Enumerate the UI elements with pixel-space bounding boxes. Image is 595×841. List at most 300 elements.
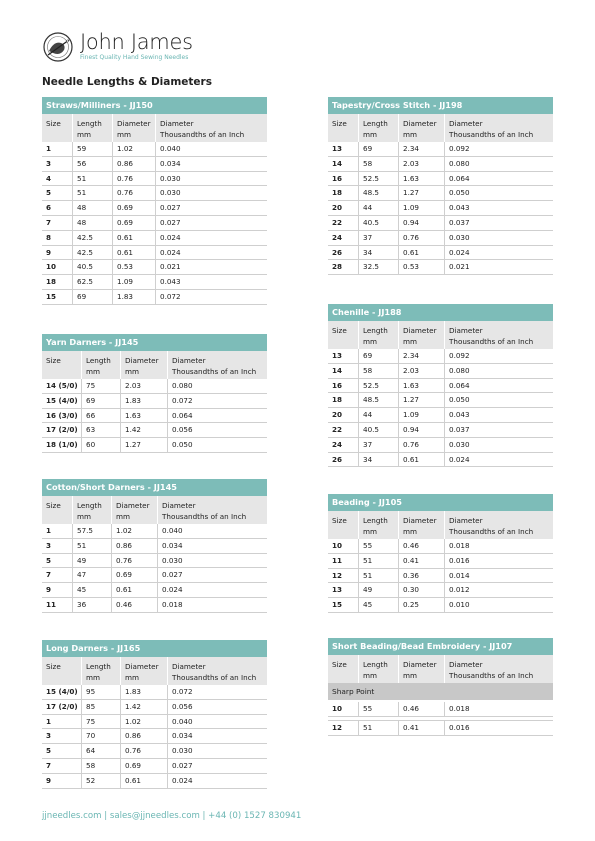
diameter-cell: 2.03 xyxy=(121,379,168,393)
table-row xyxy=(42,524,267,539)
table-row xyxy=(42,379,267,394)
thousandths-cell: 0.030 xyxy=(162,555,183,565)
length-cell: 42.5 xyxy=(73,231,113,245)
length-cell: 48.5 xyxy=(359,186,399,200)
thousandths-cell: 0.092 xyxy=(449,351,470,360)
length-header-line: Length xyxy=(77,501,102,510)
thousandths-header xyxy=(168,351,267,379)
size-cell: 16 xyxy=(328,172,359,186)
thousandths-header-line: Thousandths of an Inch xyxy=(172,673,257,682)
length-cell: 51 xyxy=(73,186,113,200)
diameter-cell: 0.53 xyxy=(113,260,156,274)
length-header-line: Length xyxy=(363,326,388,335)
size-cell: 14 (5/0) xyxy=(42,379,82,393)
table-row xyxy=(328,379,553,394)
size-cell: 24 xyxy=(328,438,359,452)
table-row xyxy=(328,453,553,468)
table-row xyxy=(42,554,267,569)
column-header-row xyxy=(328,321,553,349)
table-row xyxy=(42,685,267,700)
table-row xyxy=(42,759,267,774)
length-cell: 69 xyxy=(82,394,121,408)
size-cell: 22 xyxy=(328,423,359,437)
column-header-row xyxy=(328,114,553,142)
size-cell: 3 xyxy=(42,539,73,553)
length-header xyxy=(73,114,113,142)
length-cell: 49 xyxy=(359,583,399,597)
diameter-cell: 0.61 xyxy=(113,246,156,260)
length-header-line: Length xyxy=(363,660,388,669)
thousandths-header xyxy=(445,511,553,539)
thousandths-cell: 0.040 xyxy=(162,526,183,535)
size-header-line: Size xyxy=(332,660,347,669)
diameter-cell: 0.86 xyxy=(113,157,156,171)
column-header-row xyxy=(328,655,553,683)
table-row xyxy=(42,275,267,290)
diameter-cell: 1.83 xyxy=(113,290,156,304)
size-cell: 12 xyxy=(328,569,359,583)
length-cell: 56 xyxy=(73,157,113,171)
size-header-line: Size xyxy=(46,356,61,365)
footer-contact: jjneedles.com | sales@jjneedles.com | +44 (0) 1527 830941 xyxy=(42,811,302,821)
table-row xyxy=(328,438,553,453)
thousandths-header-line: Diameter xyxy=(172,662,206,671)
length-cell: 34 xyxy=(359,453,399,467)
diameter-cell: 0.46 xyxy=(399,702,445,716)
size-cell: 6 xyxy=(42,201,73,215)
diameter-cell: 0.41 xyxy=(399,721,445,735)
thousandths-cell: 0.064 xyxy=(449,380,470,390)
diameter-cell: 0.86 xyxy=(121,729,168,743)
size-header-line: Size xyxy=(46,662,61,671)
length-cell: 75 xyxy=(82,715,121,729)
table-row xyxy=(328,246,553,261)
table-row xyxy=(328,702,553,717)
thousandths-header-line: Diameter xyxy=(449,119,483,128)
diameter-header-line: Diameter xyxy=(125,356,159,365)
thousandths-cell: 0.072 xyxy=(172,687,193,696)
thousandths-cell: 0.024 xyxy=(172,775,193,785)
length-cell: 45 xyxy=(359,598,399,612)
diameter-cell: 0.69 xyxy=(121,759,168,773)
column-header-row xyxy=(42,114,267,142)
thousandths-cell: 0.080 xyxy=(449,365,470,375)
diameter-header xyxy=(399,655,445,683)
length-cell: 48.5 xyxy=(359,393,399,407)
diameter-cell: 1.02 xyxy=(113,142,156,156)
diameter-header-line: mm xyxy=(125,673,140,682)
diameter-header-line: mm xyxy=(403,337,418,346)
size-cell: 15 xyxy=(328,598,359,612)
length-header-line: Length xyxy=(86,662,111,671)
length-cell: 34 xyxy=(359,246,399,260)
length-cell: 37 xyxy=(359,438,399,452)
table-title: Tapestry/Cross Stitch - JJ198 xyxy=(328,97,553,114)
diameter-cell: 1.83 xyxy=(121,394,168,408)
table-title: Chenille - JJ188 xyxy=(328,304,553,321)
table-row xyxy=(42,231,267,246)
length-cell: 60 xyxy=(82,438,121,452)
thousandths-header xyxy=(158,496,267,524)
diameter-cell: 0.61 xyxy=(112,583,158,597)
thousandths-header xyxy=(445,321,553,349)
length-cell: 85 xyxy=(82,700,121,714)
diameter-cell: 0.94 xyxy=(399,216,445,230)
table-beading xyxy=(328,494,553,613)
length-header-line: mm xyxy=(77,130,92,139)
size-cell: 28 xyxy=(328,260,359,274)
size-header-line: Size xyxy=(332,516,347,525)
size-cell: 17 (2/0) xyxy=(42,423,82,437)
table-row xyxy=(328,231,553,246)
length-cell: 70 xyxy=(82,729,121,743)
thousandths-header-line: Diameter xyxy=(162,501,196,510)
size-cell: 26 xyxy=(328,246,359,260)
thousandths-cell: 0.024 xyxy=(160,247,181,257)
table-row xyxy=(328,142,553,157)
thousandths-cell: 0.040 xyxy=(160,144,181,153)
diameter-cell: 0.61 xyxy=(121,774,168,788)
size-header-line: Size xyxy=(332,326,347,335)
thousandths-cell: 0.030 xyxy=(449,439,470,449)
size-cell: 20 xyxy=(328,201,359,215)
thousandths-header-line: Thousandths of an Inch xyxy=(172,367,257,376)
diameter-cell: 2.34 xyxy=(399,349,445,363)
diameter-header-line: Diameter xyxy=(403,660,437,669)
size-header xyxy=(328,114,359,142)
size-cell: 17 (2/0) xyxy=(42,700,82,714)
table-row xyxy=(42,201,267,216)
size-cell: 12 xyxy=(328,721,359,735)
thousandths-header-line: Thousandths of an Inch xyxy=(160,130,245,139)
thousandths-cell: 0.024 xyxy=(449,454,470,464)
table-row xyxy=(328,364,553,379)
length-cell: 51 xyxy=(73,172,113,186)
length-cell: 64 xyxy=(82,744,121,758)
size-cell: 10 xyxy=(328,702,359,716)
size-cell: 18 xyxy=(328,186,359,200)
diameter-cell: 1.83 xyxy=(121,685,168,699)
length-header xyxy=(82,657,121,685)
size-cell: 15 xyxy=(42,290,73,304)
size-cell: 11 xyxy=(42,598,73,612)
diameter-cell: 1.27 xyxy=(121,438,168,452)
length-cell: 55 xyxy=(359,702,399,716)
diameter-cell: 2.03 xyxy=(399,157,445,171)
diameter-header-line: mm xyxy=(403,130,418,139)
table-row xyxy=(328,186,553,201)
thousandths-cell: 0.027 xyxy=(162,570,183,580)
diameter-cell: 0.86 xyxy=(112,539,158,553)
diameter-header-line: Diameter xyxy=(403,119,437,128)
thousandths-header-line: Thousandths of an Inch xyxy=(449,671,534,680)
size-cell: 3 xyxy=(42,729,82,743)
diameter-cell: 0.76 xyxy=(399,438,445,452)
length-cell: 69 xyxy=(359,142,399,156)
length-cell: 48 xyxy=(73,201,113,215)
size-cell: 5 xyxy=(42,186,73,200)
size-cell: 26 xyxy=(328,453,359,467)
length-cell: 47 xyxy=(73,568,112,582)
thousandths-cell: 0.030 xyxy=(160,188,181,198)
size-cell: 9 xyxy=(42,246,73,260)
thousandths-cell: 0.014 xyxy=(449,570,470,580)
thousandths-cell: 0.010 xyxy=(449,600,470,610)
thousandths-cell: 0.080 xyxy=(449,158,470,168)
thousandths-header-line: Diameter xyxy=(449,516,483,525)
table-row xyxy=(42,409,267,424)
diameter-cell: 1.27 xyxy=(399,393,445,407)
length-header-line: mm xyxy=(77,512,92,521)
size-header xyxy=(42,114,73,142)
thousandths-cell: 0.050 xyxy=(172,440,193,450)
table-title: Straws/Milliners - JJ150 xyxy=(42,97,267,114)
thousandths-header-line: Thousandths of an Inch xyxy=(162,512,247,521)
diameter-cell: 0.46 xyxy=(112,598,158,612)
size-cell: 11 xyxy=(328,554,359,568)
length-cell: 69 xyxy=(359,349,399,363)
size-cell: 15 (4/0) xyxy=(42,394,82,408)
length-cell: 51 xyxy=(359,554,399,568)
diameter-cell: 0.76 xyxy=(399,231,445,245)
diameter-header-line: mm xyxy=(117,130,132,139)
length-cell: 58 xyxy=(359,364,399,378)
table-row xyxy=(42,715,267,730)
length-cell: 57.5 xyxy=(73,524,112,538)
size-cell: 8 xyxy=(42,231,73,245)
table-row xyxy=(42,438,267,453)
thousandths-cell: 0.030 xyxy=(449,232,470,242)
diameter-cell: 0.69 xyxy=(113,216,156,230)
diameter-cell: 0.76 xyxy=(121,744,168,758)
size-cell: 16 xyxy=(328,379,359,393)
size-cell: 7 xyxy=(42,568,73,582)
diameter-cell: 0.61 xyxy=(399,453,445,467)
table-tapestry xyxy=(328,97,553,275)
needle-crest-icon xyxy=(42,31,74,63)
thousandths-cell: 0.064 xyxy=(172,410,193,420)
length-cell: 40.5 xyxy=(359,423,399,437)
diameter-header xyxy=(399,321,445,349)
diameter-cell: 0.30 xyxy=(399,583,445,597)
diameter-cell: 0.61 xyxy=(399,246,445,260)
thousandths-cell: 0.016 xyxy=(449,555,470,565)
diameter-cell: 1.42 xyxy=(121,423,168,437)
length-cell: 42.5 xyxy=(73,246,113,260)
table-title: Beading - JJ105 xyxy=(328,494,553,511)
size-cell: 13 xyxy=(328,583,359,597)
size-cell: 13 xyxy=(328,349,359,363)
table-row xyxy=(328,721,553,736)
size-cell: 4 xyxy=(42,172,73,186)
size-header xyxy=(42,496,73,524)
diameter-cell: 0.25 xyxy=(399,598,445,612)
thousandths-header-line: Thousandths of an Inch xyxy=(449,527,534,536)
thousandths-cell: 0.030 xyxy=(172,746,193,756)
size-cell: 5 xyxy=(42,554,73,568)
table-title: Short Beading/Bead Embroidery - JJ107 xyxy=(328,638,553,655)
size-cell: 10 xyxy=(328,539,359,553)
table-row xyxy=(328,216,553,231)
diameter-cell: 0.41 xyxy=(399,554,445,568)
diameter-header-line: Diameter xyxy=(116,501,150,510)
column-header-row xyxy=(42,351,267,379)
length-cell: 69 xyxy=(73,290,113,304)
thousandths-cell: 0.027 xyxy=(160,203,181,213)
table-row xyxy=(42,246,267,261)
size-header-line: Size xyxy=(46,501,61,510)
length-header-line: Length xyxy=(86,356,111,365)
size-header-line: Size xyxy=(46,119,61,128)
diameter-header xyxy=(121,351,168,379)
size-cell: 5 xyxy=(42,744,82,758)
length-header-line: Length xyxy=(363,119,388,128)
thousandths-cell: 0.072 xyxy=(160,291,181,301)
size-cell: 16 (3/0) xyxy=(42,409,82,423)
diameter-cell: 0.69 xyxy=(112,568,158,582)
brand-tagline: Finest Quality Hand Sewing Needles xyxy=(80,54,189,61)
size-cell: 1 xyxy=(42,524,73,538)
length-header-line: mm xyxy=(86,673,101,682)
table-row xyxy=(328,598,553,613)
table-title: Yarn Darners - JJ145 xyxy=(42,334,267,351)
length-cell: 52.5 xyxy=(359,379,399,393)
table-row xyxy=(328,539,553,554)
table-row xyxy=(328,583,553,598)
table-row xyxy=(42,583,267,598)
diameter-header xyxy=(112,496,158,524)
table-row xyxy=(328,408,553,423)
length-cell: 95 xyxy=(82,685,121,699)
length-cell: 44 xyxy=(359,201,399,215)
length-cell: 36 xyxy=(73,598,112,612)
thousandths-cell: 0.072 xyxy=(172,395,193,405)
thousandths-cell: 0.018 xyxy=(162,599,183,609)
size-cell: 24 xyxy=(328,231,359,245)
length-cell: 52 xyxy=(82,774,121,788)
table-row xyxy=(328,172,553,187)
size-cell: 7 xyxy=(42,216,73,230)
diameter-cell: 1.63 xyxy=(399,379,445,393)
thousandths-header-line: Thousandths of an Inch xyxy=(449,130,534,139)
length-header xyxy=(82,351,121,379)
thousandths-header xyxy=(445,655,553,683)
table-chenille xyxy=(328,304,553,467)
thousandths-header xyxy=(445,114,553,142)
diameter-cell: 0.69 xyxy=(113,201,156,215)
size-cell: 13 xyxy=(328,142,359,156)
thousandths-header-line: Diameter xyxy=(449,660,483,669)
table-title: Long Darners - JJ165 xyxy=(42,640,267,657)
diameter-header-line: Diameter xyxy=(125,662,159,671)
size-header xyxy=(42,351,82,379)
table-row xyxy=(42,157,267,172)
thousandths-cell: 0.043 xyxy=(449,410,470,420)
table-row xyxy=(42,539,267,554)
length-cell: 51 xyxy=(359,721,399,735)
size-cell: 20 xyxy=(328,408,359,422)
table-row xyxy=(42,729,267,744)
diameter-cell: 1.02 xyxy=(121,715,168,729)
length-cell: 49 xyxy=(73,554,112,568)
table-row xyxy=(328,569,553,584)
size-cell: 18 xyxy=(42,275,73,289)
table-row xyxy=(42,744,267,759)
table-title: Cotton/Short Darners - JJ145 xyxy=(42,479,267,496)
size-cell: 22 xyxy=(328,216,359,230)
page-title: Needle Lengths & Diameters xyxy=(42,76,212,88)
table-row xyxy=(42,774,267,789)
brand-logo xyxy=(42,29,202,67)
diameter-cell: 0.76 xyxy=(113,172,156,186)
diameter-cell: 1.09 xyxy=(399,408,445,422)
thousandths-cell: 0.027 xyxy=(160,217,181,227)
thousandths-cell: 0.040 xyxy=(172,716,193,726)
diameter-cell: 0.36 xyxy=(399,569,445,583)
thousandths-cell: 0.080 xyxy=(172,381,193,390)
length-header xyxy=(359,655,399,683)
table-row xyxy=(42,172,267,187)
length-cell: 52.5 xyxy=(359,172,399,186)
diameter-cell: 1.42 xyxy=(121,700,168,714)
length-cell: 45 xyxy=(73,583,112,597)
diameter-cell: 2.03 xyxy=(399,364,445,378)
table-row xyxy=(42,700,267,715)
diameter-cell: 2.34 xyxy=(399,142,445,156)
thousandths-cell: 0.037 xyxy=(449,217,470,227)
size-cell: 9 xyxy=(42,583,73,597)
thousandths-header xyxy=(156,114,267,142)
length-cell: 58 xyxy=(359,157,399,171)
length-header xyxy=(359,114,399,142)
diameter-header-line: mm xyxy=(403,671,418,680)
diameter-header-line: mm xyxy=(125,367,140,376)
column-header-row xyxy=(42,657,267,685)
size-header-line: Size xyxy=(332,119,347,128)
diameter-cell: 1.27 xyxy=(399,186,445,200)
diameter-header xyxy=(121,657,168,685)
thousandths-cell: 0.034 xyxy=(160,158,181,168)
length-cell: 58 xyxy=(82,759,121,773)
diameter-cell: 0.53 xyxy=(399,260,445,274)
size-cell: 18 xyxy=(328,393,359,407)
diameter-header xyxy=(399,114,445,142)
length-header-line: Length xyxy=(77,119,102,128)
thousandths-cell: 0.050 xyxy=(449,395,470,405)
diameter-header-line: Diameter xyxy=(117,119,151,128)
diameter-cell: 0.94 xyxy=(399,423,445,437)
length-cell: 59 xyxy=(73,142,113,156)
thousandths-cell: 0.027 xyxy=(172,760,193,770)
diameter-cell: 1.09 xyxy=(399,201,445,215)
thousandths-cell: 0.056 xyxy=(172,425,193,435)
thousandths-header-line: Diameter xyxy=(160,119,194,128)
thousandths-cell: 0.030 xyxy=(160,173,181,183)
thousandths-cell: 0.034 xyxy=(172,731,193,741)
thousandths-cell: 0.056 xyxy=(172,701,193,711)
size-cell: 9 xyxy=(42,774,82,788)
length-cell: 40.5 xyxy=(359,216,399,230)
size-header xyxy=(328,511,359,539)
thousandths-cell: 0.043 xyxy=(160,277,181,287)
table-row xyxy=(328,423,553,438)
table-row xyxy=(328,157,553,172)
diameter-cell: 1.63 xyxy=(399,172,445,186)
length-cell: 40.5 xyxy=(73,260,113,274)
column-header-row xyxy=(42,496,267,524)
diameter-header-line: Diameter xyxy=(403,326,437,335)
length-cell: 55 xyxy=(359,539,399,553)
